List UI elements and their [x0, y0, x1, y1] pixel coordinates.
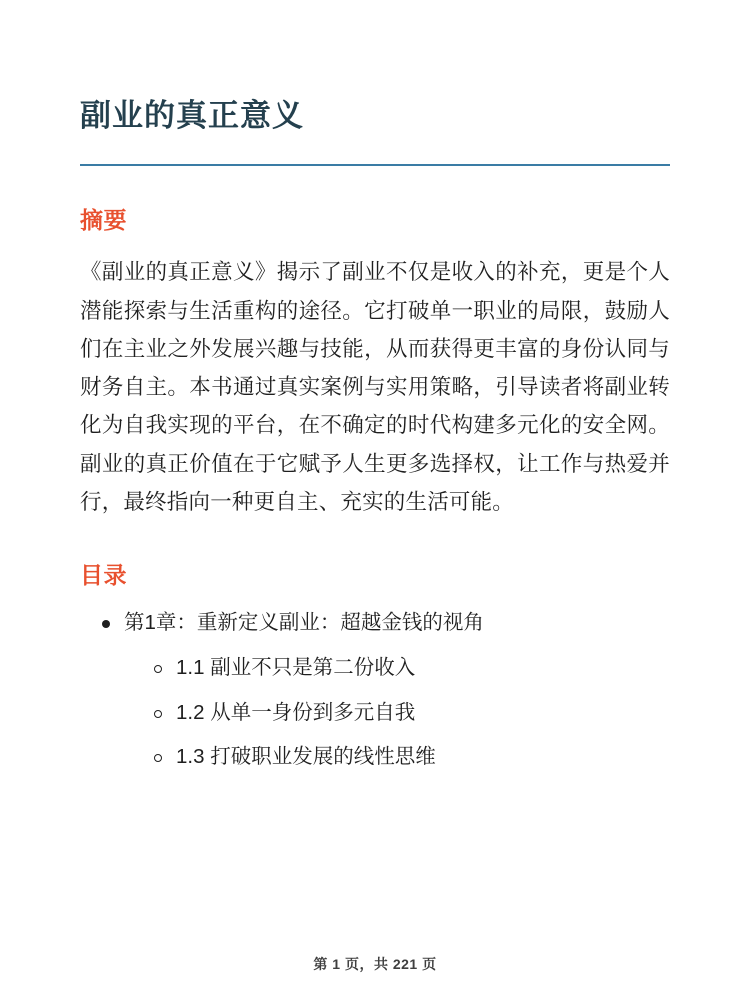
abstract-body: 《副业的真正意义》揭示了副业不仅是收入的补充，更是个人潜能探索与生活重构的途径。它打破单一职业的局限，鼓励人们在主业之外发展兴趣与技能，从而获得更丰富的身份认同与财务自主。本书通过真实案例与实用策略，引导读者将副业转化为自我实现的平台，在不确定的时代构建多元化的安全网。副业的真正价值在于它赋予人生更多选择权，让工作与热爱并行，最终指向一种更自主、充实的生活可能。 — [80, 260, 670, 514]
title-divider — [80, 164, 670, 166]
toc-chapter-1[interactable] — [102, 608, 670, 639]
table-of-contents — [80, 608, 670, 773]
toc-chapter-item — [80, 608, 670, 773]
page-footer: 第 1 页，共 221 页 — [313, 956, 437, 972]
bullet-disc-icon — [102, 620, 110, 628]
toc-section-1-1[interactable] — [154, 653, 670, 684]
toc-section-label: 1.2 从单一身份到多元自我 — [176, 700, 416, 724]
bullet-circle-icon — [154, 665, 162, 673]
toc-chapter-label: 第1章：重新定义副业：超越金钱的视角 — [124, 611, 484, 635]
bullet-circle-icon — [154, 710, 162, 718]
toc-section-1-3[interactable] — [154, 742, 670, 773]
abstract-heading: 摘要 — [80, 207, 127, 234]
bullet-circle-icon — [154, 754, 162, 762]
toc-section-label: 1.3 打破职业发展的线性思维 — [176, 745, 436, 769]
toc-section-list — [80, 653, 670, 773]
toc-section-label: 1.1 副业不只是第二份收入 — [176, 655, 416, 679]
toc-section-1-2[interactable] — [154, 698, 670, 729]
page-title: 副业的真正意义 — [80, 98, 304, 133]
toc-heading: 目录 — [80, 562, 127, 589]
